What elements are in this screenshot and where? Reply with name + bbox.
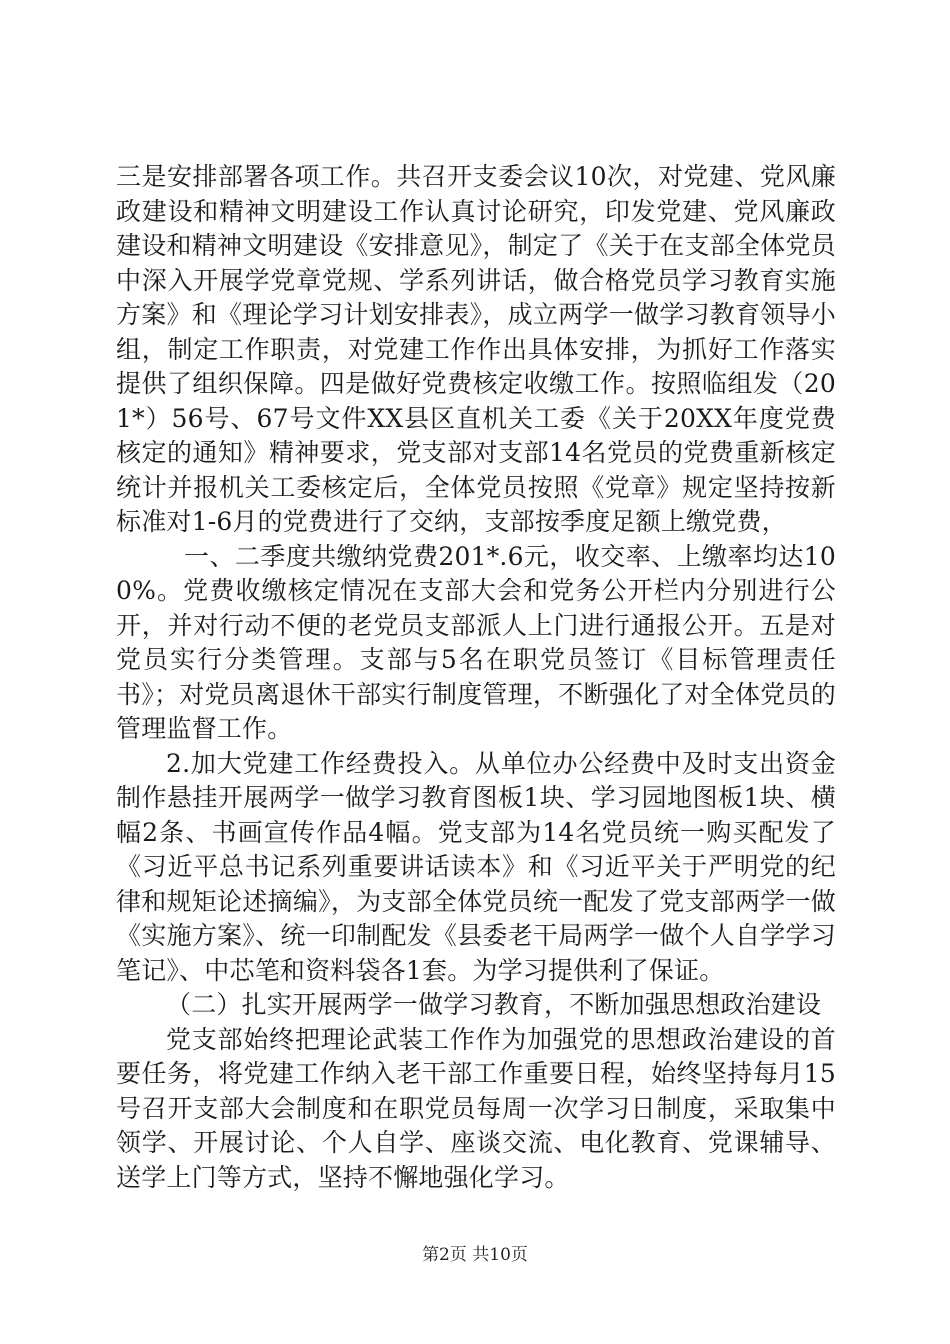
paragraph-theory-study: 党支部始终把理论武装工作作为加强党的思想政治建设的首要任务，将党建工作纳入老干部工作重要日程，始终坚持每月15号召开支部大会制度和在职党员每周一次学习日制度，采取集中领学、开展讨论、个人自学、座谈交流、电化教育、党课辅导、送学上门等方式，坚持不懈地强化学习。 — [116, 1024, 836, 1192]
paragraph-work-arrangement: 三是安排部署各项工作。共召开支委会议10次，对党建、党风廉政建设和精神文明建设工作认真讨论研究，印发党建、党风廉政建设和精神文明建设《安排意见》，制定了《关于在支部全体党员中深入开展学党章党规、学系列讲话，做合格党员学习教育实施方案》和《理论学习计划安排表》，成立两学一做学习教育领导小组，制定工作职责，对党建工作作出具体安排，为抓好工作落实提供了组织保障。四是做好党费核定收缴工作。按照临组发（201*）56号、67号文件XX县区直机关工委《关于20XX年度党费核定的通知》精神要求，党支部对支部14名党员的党费重新核定统计并报机关工委核定后，全体党员按照《党章》规定坚持按新标准对1-6月的党费进行了交纳，支部按季度足额上缴党费， — [116, 162, 836, 536]
document-body — [116, 160, 836, 1195]
page-number: 第2页 共10页 — [422, 1245, 528, 1265]
section-heading: （二）扎实开展两学一做学习教育，不断加强思想政治建设 — [166, 990, 822, 1019]
paragraph-party-dues: 一、二季度共缴纳党费201*.6元，收交率、上缴率均达100%。党费收缴核定情况在支部大会和党务公开栏内分别进行公开，并对行动不便的老党员支部派人上门进行通报公开。五是对党员实行分类管理。支部与5名在职党员签订《目标管理责任书》；对党员离退休干部实行制度管理，不断强化了对全体党员的管理监督工作。 — [116, 541, 836, 743]
paragraph-funding: 2.加大党建工作经费投入。从单位办公经费中及时支出资金制作悬挂开展两学一做学习教育图板1块、学习园地图板1块、横幅2条、书画宣传作品4幅。党支部为14名党员统一购买配发了《习近平总书记系列重要讲话读本》和《习近平关于严明党的纪律和规矩论述摘编》，为支部全体党员统一配发了党支部两学一做《实施方案》、统一印制配发《县委老干局两学一做个人自学学习笔记》、中芯笔和资料袋各1套。为学习提供利了保证。 — [116, 748, 836, 985]
